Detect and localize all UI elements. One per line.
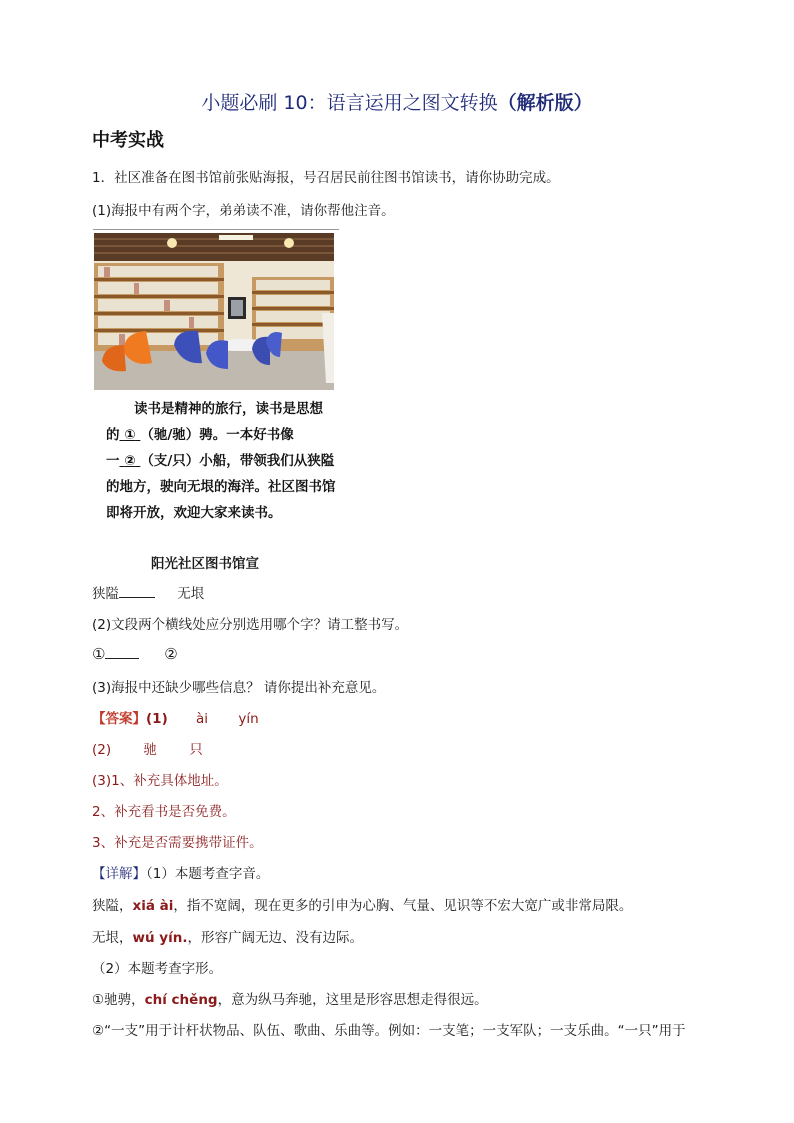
question-1: (1)海报中有两个字，弟弟读不准，请你帮他注音。 — [92, 203, 395, 219]
answer-pinyin-1: ài — [196, 711, 209, 727]
answer-3-2: 2、补充看书是否免费。 — [92, 804, 236, 820]
library-photo — [94, 233, 334, 390]
poster-blank-1: ① — [124, 427, 136, 443]
title-main: 小题必刷 10：语言运用之图文转换 — [201, 92, 498, 114]
question-3: (3)海报中还缺少哪些信息？ 请你提出补充意见。 — [92, 680, 386, 696]
answer-char-2: 只 — [189, 742, 203, 758]
detail-1-head: （1）本题考查字音。 — [146, 866, 270, 882]
mark-2: ② — [164, 645, 178, 663]
answer-line-2 — [92, 738, 203, 758]
detail-text: ，指不宽阔，现在更多的引申为心胸、气量、见识等不宏大宽广或非常局限。 — [173, 898, 633, 914]
answer-1-label: (1) — [146, 711, 168, 727]
poster-divider — [93, 229, 339, 230]
page-title — [0, 88, 794, 115]
answer-line-1 — [92, 707, 259, 727]
detail-text: ，形容广阔无边、没有边际。 — [187, 930, 363, 946]
detail-2-line-2: ②“一支”用于计杆状物品、队伍、歌曲、乐曲等。例如：一支笔；一支军队；一支乐曲。“一只”用于 — [92, 1023, 686, 1039]
answer-pinyin-2: yín — [238, 711, 259, 727]
word-2: 无垠 — [177, 586, 205, 602]
poster-signature: 阳光社区图书馆宣 — [151, 556, 259, 572]
poster-text — [106, 396, 338, 526]
detail-2-line-1 — [92, 988, 488, 1008]
question-stem: 1．社区准备在图书馆前张贴海报，号召居民前往图书馆读书，请你协助完成。 — [92, 170, 560, 186]
answer-2-label: (2) — [92, 742, 112, 758]
blank-2 — [105, 644, 139, 659]
detail-pinyin: chí chěng — [144, 992, 218, 1008]
mark-1: ① — [92, 645, 106, 663]
detail-1-line-1 — [92, 894, 632, 914]
detail-1-line-2 — [92, 926, 363, 946]
answer-char-1: 驰 — [143, 742, 157, 758]
pinyin-blanks — [92, 582, 204, 602]
library-illustration — [94, 233, 334, 390]
word-1: 狭隘 — [92, 586, 119, 602]
answer-3-1: (3)1、补充具体地址。 — [92, 773, 228, 789]
detail-line-1 — [92, 862, 269, 882]
detail-word: 无垠， — [92, 930, 133, 946]
poster-blank-2: ② — [124, 453, 136, 469]
detail-text: ，意为纵马奔驰，这里是形容思想走得很远。 — [217, 992, 488, 1008]
poster-part-3: （支/只）小船，带领我们从狭隘的地方，驶向无垠的海洋。社区图书馆即将开放，欢迎大家来读书。 — [106, 453, 336, 521]
char-blanks — [92, 644, 178, 663]
question-2: (2)文段两个横线处应分别选用哪个字？请工整书写。 — [92, 617, 409, 633]
detail-tag: 【详解】 — [92, 866, 146, 882]
title-suffix: （解析版） — [497, 92, 593, 114]
detail-2-head: （2）本题考查字形。 — [92, 961, 223, 977]
detail-pinyin: wú yín. — [132, 930, 188, 946]
detail-pinyin: xiá ài — [132, 898, 174, 914]
detail-word: ①驰骋， — [92, 992, 145, 1008]
poster-part-1: 读书是精神的旅行，读书是思想的 — [106, 401, 323, 443]
blank-1 — [119, 583, 155, 598]
detail-word: 狭隘， — [92, 898, 133, 914]
answer-tag: 【答案】 — [92, 711, 146, 727]
answer-3-3: 3、补充是否需要携带证件。 — [92, 835, 263, 851]
poster-part-2: （驰/驰）骋。一本好书像一 — [106, 427, 294, 469]
section-heading: 中考实战 — [92, 130, 164, 151]
